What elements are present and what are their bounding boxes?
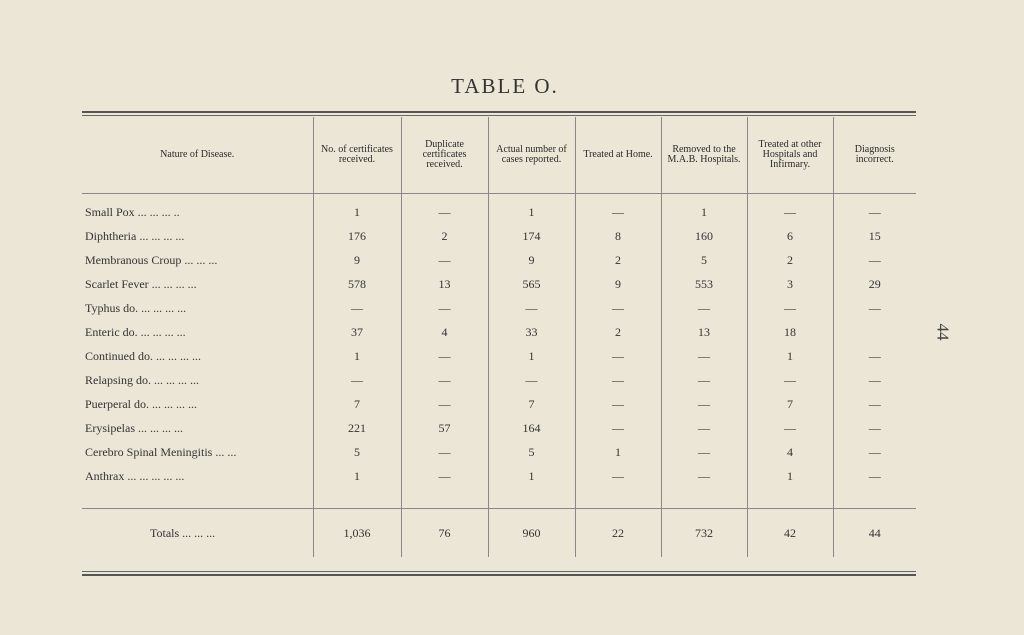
disease-name: Anthrax ... ... ... ... ... [82, 464, 313, 488]
cell-c4: 2 [575, 320, 661, 344]
cell-c6: 7 [747, 392, 833, 416]
header-nature: Nature of Disease. [82, 117, 313, 194]
top-rule [82, 111, 916, 113]
cell-c4: 1 [575, 440, 661, 464]
cell-c6: 6 [747, 224, 833, 248]
cell-c7: — [868, 300, 881, 315]
header-duplicate: Duplicate certificates received. [401, 117, 488, 194]
cell-c5: — [661, 392, 747, 416]
cell-c7: — [868, 204, 881, 219]
cell-c3: 1 [488, 344, 575, 368]
disease-name: Diphtheria ... ... ... ... [82, 224, 313, 248]
cell-c7: — [868, 348, 881, 363]
cell-c4: 2 [575, 248, 661, 272]
cell-c7: — [868, 444, 881, 459]
cell-c4: 9 [575, 272, 661, 296]
disease-table-wrapper [82, 111, 916, 576]
disease-name: Typhus do. ... ... ... ... [82, 296, 313, 320]
cell-c2: — [401, 200, 488, 224]
cell-c2: 13 [401, 272, 488, 296]
disease-name: Scarlet Fever ... ... ... ... [82, 272, 313, 296]
cell-c2: 2 [401, 224, 488, 248]
cell-c6: — [747, 200, 833, 224]
cell-c5: — [661, 416, 747, 440]
cell-c7: 15 [868, 228, 881, 243]
cell-c1: 1 [313, 464, 401, 488]
header-diagnosis: Diagnosis incorrect. [833, 117, 916, 194]
cell-c2: — [401, 248, 488, 272]
disease-name: Relapsing do. ... ... ... ... [82, 368, 313, 392]
cell-c3: — [488, 296, 575, 320]
disease-name: Cerebro Spinal Meningitis ... ... [82, 440, 313, 464]
cell-c2: — [401, 368, 488, 392]
cell-c3: 174 [488, 224, 575, 248]
cell-c5: 13 [661, 320, 747, 344]
cell-c7: — [868, 468, 881, 483]
table-row [82, 368, 916, 392]
cell-c7: — [868, 420, 881, 435]
disease-name: Erysipelas ... ... ... ... [82, 416, 313, 440]
table-row [82, 248, 916, 272]
table-row [82, 440, 916, 464]
disease-name: Membranous Croup ... ... ... [82, 248, 313, 272]
cell-c7: — [868, 372, 881, 387]
table-row [82, 200, 916, 224]
cell-c1: 5 [313, 440, 401, 464]
disease-name: Small Pox ... ... ... .. [82, 200, 313, 224]
cell-c6: 18 [747, 320, 833, 344]
bottom-rule-thin [82, 571, 916, 572]
total-c5: 732 [661, 509, 747, 558]
cell-c1: 37 [313, 320, 401, 344]
cell-c6: 4 [747, 440, 833, 464]
cell-c5: — [661, 464, 747, 488]
gap-row [82, 488, 916, 509]
cell-c1: 9 [313, 248, 401, 272]
cell-c2: — [401, 296, 488, 320]
cell-c3: — [488, 368, 575, 392]
totals-label: Totals ... ... ... [82, 509, 313, 558]
cell-c5: — [661, 296, 747, 320]
cell-c2: 4 [401, 320, 488, 344]
cell-c3: 5 [488, 440, 575, 464]
cell-c3: 1 [488, 200, 575, 224]
cell-c7: — [868, 396, 881, 411]
cell-c1: 176 [313, 224, 401, 248]
cell-c3: 7 [488, 392, 575, 416]
total-c4: 22 [575, 509, 661, 558]
cell-c5: 5 [661, 248, 747, 272]
cell-c6: 1 [747, 464, 833, 488]
cell-c6: 1 [747, 344, 833, 368]
cell-c5: — [661, 368, 747, 392]
disease-table [82, 117, 916, 557]
cell-c1: — [313, 296, 401, 320]
cell-c4: — [575, 416, 661, 440]
table-row [82, 272, 916, 296]
table-row [82, 296, 916, 320]
cell-c7 [833, 320, 916, 344]
table-row [82, 416, 916, 440]
cell-c2: — [401, 464, 488, 488]
cell-c6: 3 [747, 272, 833, 296]
table-row [82, 464, 916, 488]
table-row [82, 344, 916, 368]
cell-c3: 1 [488, 464, 575, 488]
disease-name: Continued do. ... ... ... ... [82, 344, 313, 368]
cell-c1: 7 [313, 392, 401, 416]
table-title: TABLE O. [451, 74, 559, 98]
cell-c1: 1 [313, 344, 401, 368]
cell-c6: 2 [747, 248, 833, 272]
cell-c2: — [401, 440, 488, 464]
cell-c6: — [747, 296, 833, 320]
cell-c4: — [575, 200, 661, 224]
table-row [82, 320, 916, 344]
cell-c4: — [575, 344, 661, 368]
cell-c5: 160 [661, 224, 747, 248]
disease-name: Puerperal do. ... ... ... ... [82, 392, 313, 416]
top-rule-thin [82, 115, 916, 116]
bottom-rule [82, 574, 916, 576]
totals-row [82, 509, 916, 558]
cell-c6: — [747, 416, 833, 440]
cell-c5: 553 [661, 272, 747, 296]
cell-c4: 8 [575, 224, 661, 248]
header-home: Treated at Home. [575, 117, 661, 194]
cell-c4: — [575, 464, 661, 488]
cell-c7: — [868, 252, 881, 267]
cell-c6: — [747, 368, 833, 392]
cell-c2: — [401, 392, 488, 416]
cell-c1: 578 [313, 272, 401, 296]
cell-c3: 33 [488, 320, 575, 344]
cell-c4: — [575, 368, 661, 392]
cell-c4: — [575, 392, 661, 416]
cell-c1: 221 [313, 416, 401, 440]
cell-c3: 565 [488, 272, 575, 296]
header-mab: Removed to the M.A.B. Hospitals. [661, 117, 747, 194]
cell-c5: — [661, 440, 747, 464]
total-c6: 42 [747, 509, 833, 558]
total-c3: 960 [488, 509, 575, 558]
total-c1: 1,036 [313, 509, 401, 558]
cell-c2: 57 [401, 416, 488, 440]
header-actual: Actual number of cases reported. [488, 117, 575, 194]
cell-c1: — [313, 368, 401, 392]
cell-c4: — [575, 296, 661, 320]
total-c7: 44 [833, 509, 916, 558]
header-row [82, 117, 916, 194]
cell-c3: 9 [488, 248, 575, 272]
cell-c2: — [401, 344, 488, 368]
disease-name: Enteric do. ... ... ... ... [82, 320, 313, 344]
header-other-hospitals: Treated at other Hospitals and Infirmary. [747, 117, 833, 194]
table-row [82, 392, 916, 416]
total-c2: 76 [401, 509, 488, 558]
cell-c5: 1 [661, 200, 747, 224]
page-number: 44 [933, 323, 953, 341]
cell-c7: 29 [868, 276, 881, 291]
cell-c1: 1 [313, 200, 401, 224]
cell-c5: — [661, 344, 747, 368]
cell-c3: 164 [488, 416, 575, 440]
table-row [82, 224, 916, 248]
header-certificates: No. of certificates received. [313, 117, 401, 194]
